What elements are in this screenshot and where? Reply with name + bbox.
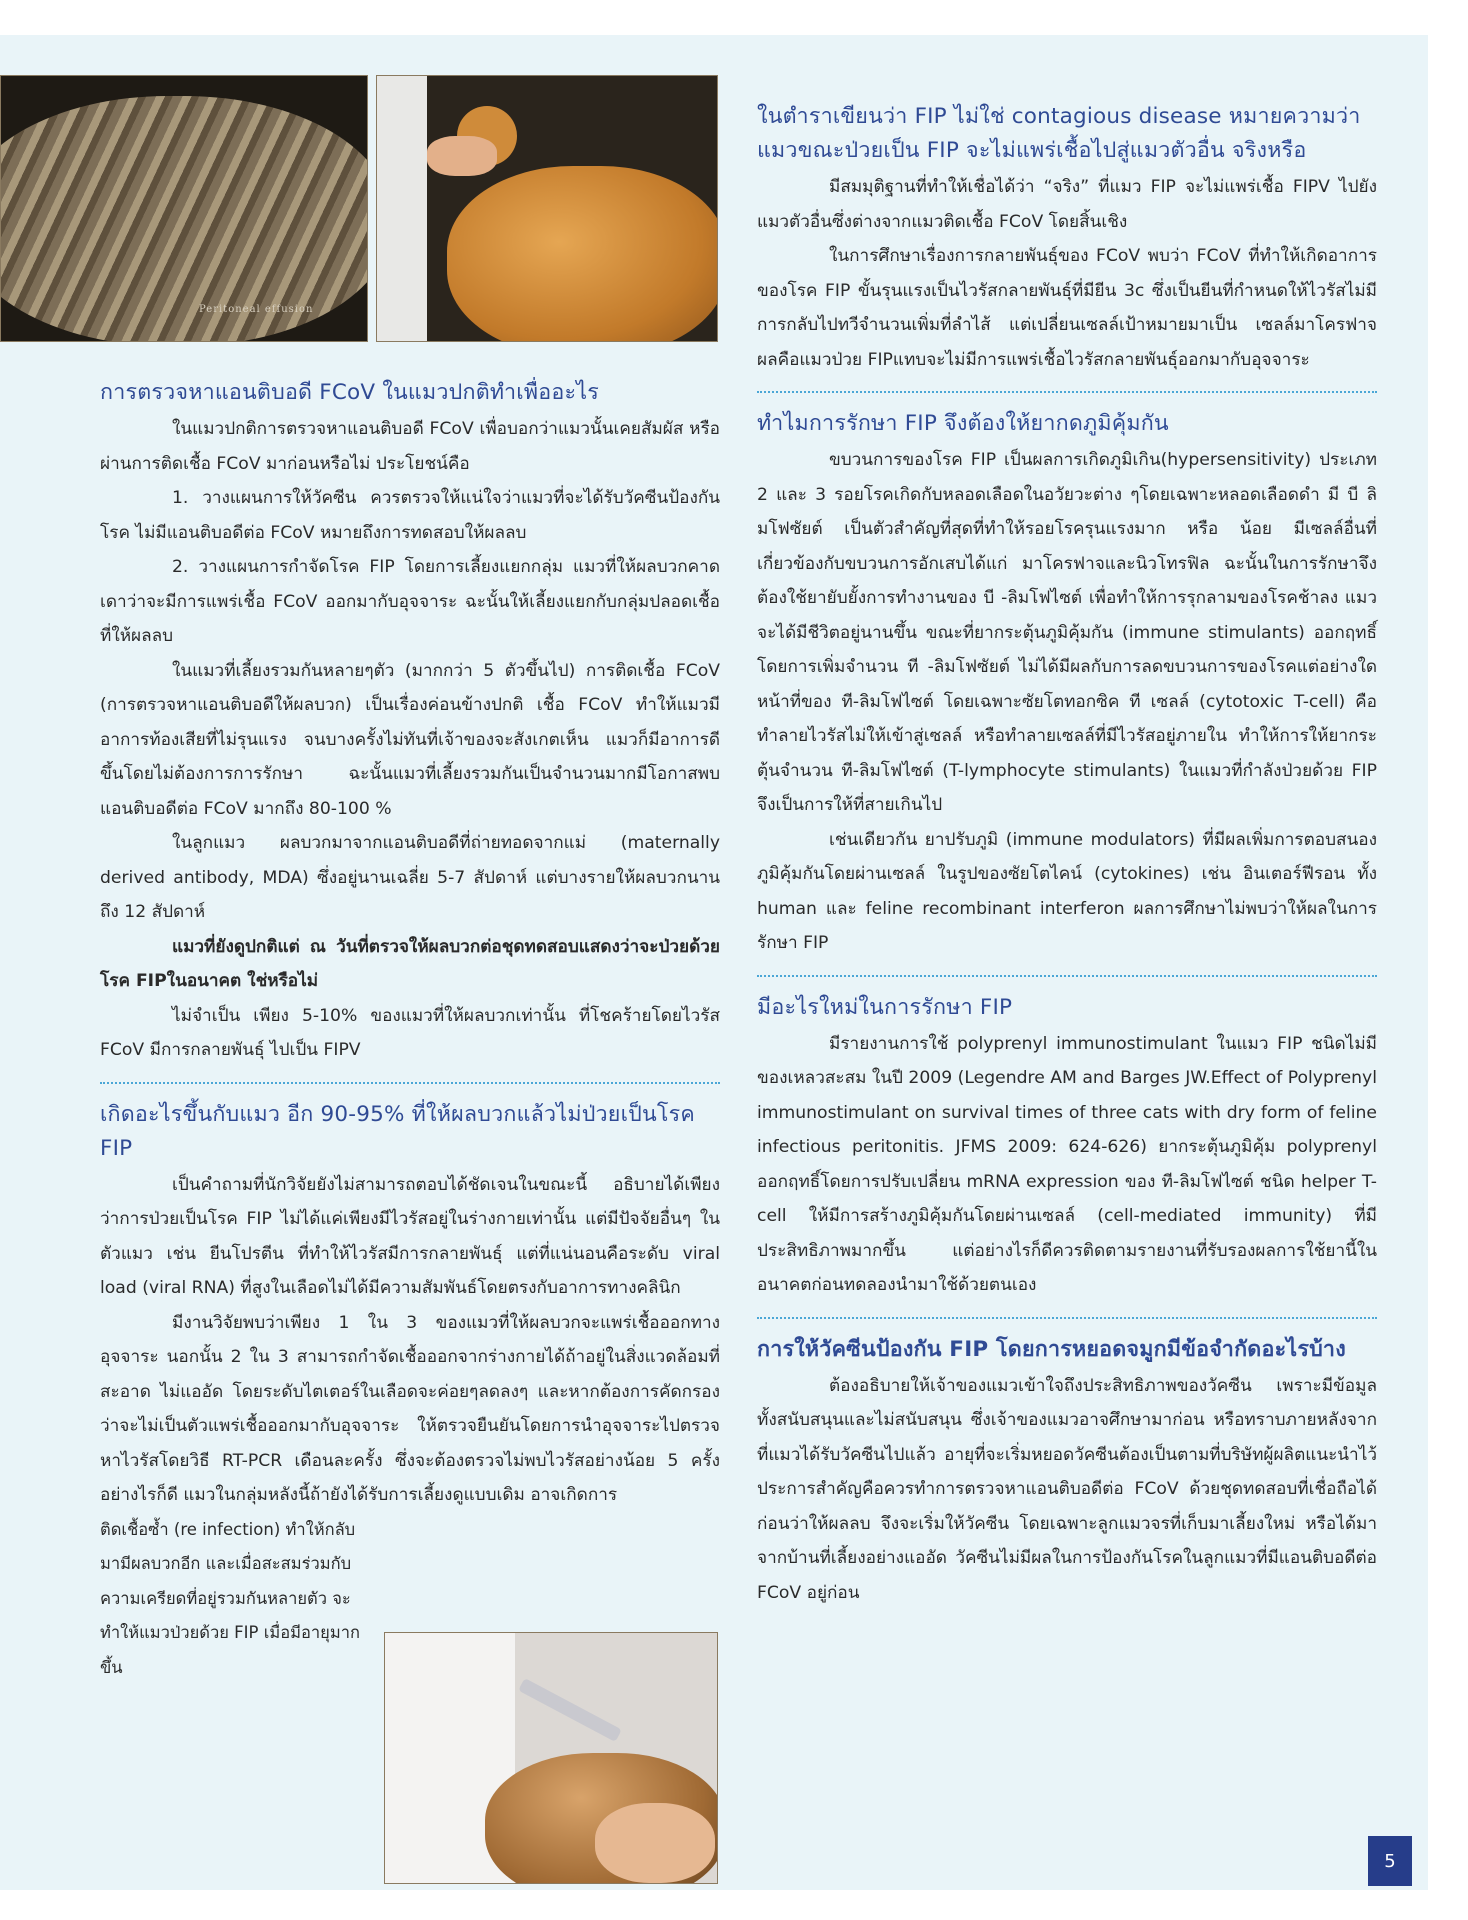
paragraph: มีรายงานการใช้ polyprenyl immunostimulant ในแมว FIP ชนิดไม่มีของเหลวสะสม ในปี 2009 (Legendre AM and Barges JW.Effect of Polyprenyl immunostimulant on survival times of three cats with dry form of feline infectious peritonitis. JFMS 2009: 624-626) ยากระตุ้นภูมิคุ้ม polyprenyl ออกฤทธิ์โดยการปรับเปลี่ยน mRNA expression ของ ที-ลิมโฟไซต์ ชนิด helper T-cell ให้มีการสร้างภูมิคุ้มกันโดยผ่านเซลล์ (cell-mediated immunity) ที่มีประสิทธิภาพมากขึ้น แต่อย่างไรก็ดีควรติดตามรายงานที่รับรองผลการใช้ยานี้ในอนาคตก่อนทดลองนำมาใช้ด้วยตนเอง — [757, 1033, 1377, 1295]
photo-cat-tabby — [0, 75, 368, 342]
paragraph: ในลูกแมว ผลบวกมาจากแอนติบอดีที่ถ่ายทอดจากแม่ (maternally derived antibody, MDA) ซึ่งอยู่นานเฉลี่ย 5-7 สัปดาห์ แต่บางรายให้ผลบวกนานถึง 12 สัปดาห์ — [100, 833, 720, 922]
paragraph: ไม่จำเป็น เพียง 5-10% ของแมวที่ให้ผลบวกเท่านั้น ที่โชคร้ายโดยไวรัส FCoV มีการกลายพันธุ์ ไปเป็น FIPV — [100, 1005, 720, 1060]
list-item: 2. วางแผนการกำจัดโรค FIP โดยการเลี้ยงแยกกลุ่ม แมวที่ให้ผลบวกคาดเดาว่าจะมีการแพร่เชื้อ FCoV ออกมากับอุจจาระ ฉะนั้นให้เลี้ยงแยกกับกลุ่มปลอดเชื้อที่ให้ผลลบ — [100, 557, 720, 646]
photo-nasal-vaccine — [384, 1632, 718, 1884]
dotted-divider — [757, 1317, 1377, 1319]
paragraph: ในแมวปกติการตรวจหาแอนติบอดี FCoV เพื่อบอกว่าแมวนั้นเคยสัมผัส หรือผ่านการติดเชื้อ FCoV มาก่อนหรือไม่ ประโยชน์คือ — [100, 419, 720, 474]
paragraph: ติดเชื้อซ้ำ (re infection) ทำให้กลับมามีผลบวกอีก และเมื่อสะสมร่วมกับความเครียดที่อยู่รวมกันหลายตัว จะทำให้แมวป่วยด้วย FIP เมื่อมีอายุมากขึ้น — [100, 1519, 360, 1677]
paragraph: เป็นคำถามที่นักวิจัยยังไม่สามารถตอบได้ชัดเจนในขณะนี้ อธิบายได้เพียงว่าการป่วยเป็นโรค FIP ไม่ได้แค่เพียงมีไวรัสอยู่ในร่างกายเท่านั้น แต่มีปัจจัยอื่นๆ ในตัวแมว เช่น ยีนโปรตีน ที่ทำให้ไวรัสมีการกลายพันธุ์ แต่ที่แน่นอนคือระดับ viral load (viral RNA) ที่สูงในเลือดไม่ได้มีความสัมพันธ์โดยตรงกับอาการทางคลินิก — [100, 1174, 720, 1298]
section-heading-new-treatment: มีอะไรใหม่ในการรักษา FIP — [757, 994, 1013, 1020]
list-item: 1. วางแผนการให้วัคซีน ควรตรวจให้แน่ใจว่าแมวที่จะได้รับวัคซีนป้องกันโรค ไม่มีแอนติบอดีต่อ FCoV หมายถึงการทดสอบให้ผลลบ — [100, 488, 720, 543]
section-heading-nasal-vaccine: การให้วัคซีนป้องกัน FIP โดยการหยอดจมูกมีข้อจำกัดอะไรบ้าง — [757, 1336, 1346, 1362]
paragraph: ต้องอธิบายให้เจ้าของแมวเข้าใจถึงประสิทธิภาพของวัคซีน เพราะมีข้อมูลทั้งสนับสนุนและไม่สนับสนุน ซึ่งเจ้าของแมวอาจศึกษามาก่อน หรือทราบภายหลังจากที่แมวได้รับวัคซีนไปแล้ว อายุที่จะเริ่มหยอดวัคซีนต้องเป็นตามที่บริษัทผู้ผลิตแนะนำไว้ ประการสำคัญคือควรทำการตรวจหาแอนติบอดีต่อ FCoV ด้วยชุดทดสอบที่เชื่อถือได้ก่อนว่าให้ผลลบ จึงจะเริ่มให้วัคซีน โดยเฉพาะลูกแมวจรที่เก็บมาเลี้ยงใหม่ หรือได้มาจากบ้านที่เลี้ยงอย่างแออัด วัคซีนไม่มีผลในการป้องกันโรคในลูกแมวที่มีแอนติบอดีต่อ FCoV อยู่ก่อน — [757, 1375, 1377, 1603]
right-column — [757, 100, 1377, 1610]
paragraph: มีสมมุติฐานที่ทำให้เชื่อได้ว่า “จริง” ที่แมว FIP จะไม่แพร่เชื้อ FIPV ไปยังแมวตัวอื่นซึ่งต่างจากแมวติดเชื้อ FCoV โดยสิ้นเชิง — [757, 177, 1377, 232]
paragraph: ในแมวที่เลี้ยงรวมกันหลายๆตัว (มากกว่า 5 ตัวขึ้นไป) การติดเชื้อ FCoV (การตรวจหาแอนติบอดีให้ผลบวก) เป็นเรื่องค่อนข้างปกติ เชื้อ FCoV ทำให้แมวมีอาการท้องเสียที่ไม่รุนแรง จนบางครั้งไม่ทันที่เจ้าของจะสังเกตเห็น แมวก็มีอาการดีขึ้นโดยไม่ต้องการการรักษา ฉะนั้นแมวที่เลี้ยงรวมกันเป็นจำนวนมากมีโอกาสพบแอนติบอดีต่อ FCoV มากถึง 80-100 % — [100, 660, 720, 819]
paragraph: ในการศึกษาเรื่องการกลายพันธุ์ของ FCoV พบว่า FCoV ที่ทำให้เกิดอาการของโรค FIP ขั้นรุนแรงเป็นไวรัสกลายพันธุ์ที่มียีน 3c ซึ่งเป็นยีนที่กำหนดให้ไวรัสไม่มีการกลับไปทวีจำนวนเพิ่มที่ลำไส้ แต่เปลี่ยนเซลล์เป้าหมายมาเป็น เซลล์มาโครฟาจ ผลคือแมวป่วย FIPแทบจะไม่มีการแพร่เชื้อไวรัสกลายพันธุ์ออกมากับอุจจาระ — [757, 246, 1377, 370]
section-heading-90-95-percent: เกิดอะไรขึ้นกับแมว อีก 90-95% ที่ให้ผลบวกแล้วไม่ป่วยเป็นโรค FIP — [100, 1101, 695, 1161]
question-bold: แมวที่ยังดูปกติแต่ ณ วันที่ตรวจให้ผลบวกต่อชุดทดสอบแสดงว่าจะป่วยด้วยโรค FIPในอนาคต ใช่หรือไม่ — [100, 936, 720, 991]
left-column — [100, 376, 720, 1685]
paragraph: เช่นเดียวกัน ยาปรับภูมิ (immune modulators) ที่มีผลเพิ่มการตอบสนองภูมิคุ้มกันโดยผ่านเซลล์ ในรูปของซัยโตไคน์ (cytokines) เช่น อินเตอร์ฟีรอน ทั้ง human และ feline recombinant interferon ผลการศึกษาไม่พบว่าให้ผลในการรักษา FIP — [757, 829, 1377, 953]
section-heading-antibody-purpose: การตรวจหาแอนติบอดี FCoV ในแมวปกติทำเพื่ออะไร — [100, 380, 599, 405]
section-heading-contagious: ในตำราเขียนว่า FIP ไม่ใช่ contagious disease หมายความว่าแมวขณะป่วยเป็น FIP จะไม่แพร่เชื้อไปสู่แมวตัวอื่น จริงหรือ — [757, 104, 1361, 163]
paragraph: มีงานวิจัยพบว่าเพียง 1 ใน 3 ของแมวที่ให้ผลบวกจะแพร่เชื้อออกทางอุจจาระ นอกนั้น 2 ใน 3 สามารถกำจัดเชื้อออกจากร่างกายได้ถ้าอยู่ในสิ่งแวดล้อมที่สะอาด ไม่แออัด โดยระดับไตเตอร์ในเลือดจะค่อยๆลดลงๆ และหากต้องการคัดกรองว่าจะไม่เป็นตัวแพร่เชื้อออกมากับอุจจาระ ให้ตรวจยืนยันโดยการนำอุจจาระไปตรวจหาไวรัสโดยวิธี RT-PCR เดือนละครั้ง ซึ่งจะต้องตรวจไม่พบไวรัสอย่างน้อย 5 ครั้ง อย่างไรก็ดี แมวในกลุ่มหลังนี้ถ้ายังได้รับการเลี้ยงดูแบบเดิม อาจเกิดการ — [100, 1312, 720, 1505]
dotted-divider — [757, 975, 1377, 977]
paragraph: ขบวนการของโรค FIP เป็นผลการเกิดภูมิเกิน(hypersensitivity) ประเภท 2 และ 3 รอยโรคเกิดกับหลอดเลือดในอวัยวะต่าง ๆโดยเฉพาะหลอดเลือดดำ มี บี ลิมโฟซัยต์ เป็นตัวสำคัญที่สุดที่ทำให้รอยโรครุนแรงมาก หรือ น้อย มีเซลล์อื่นที่เกี่ยวข้องกับขบวนการอักเสบได้แก่ มาโครฟาจและนิวโทรฟิล ฉะนั้นในการรักษาจึงต้องใช้ยายับยั้งการทำงานของ บี -ลิมโฟไซต์ เพื่อทำให้การรุกลามของโรคช้าลง แมวจะได้มีชีวิตอยู่นานขึ้น ขณะที่ยากระตุ้นภูมิคุ้มกัน (immune stimulants) ออกฤทธิ์โดยการเพิ่มจำนวน ที -ลิมโฟซัยต์ ไม่ได้มีผลกับการลดขบวนการของโรคแต่อย่างใด หน้าที่ของ ที-ลิมโฟไซต์ โดยเฉพาะซัยโตทอกซิค ที เซลล์ (cytotoxic T-cell) คือ ทำลายไวรัสไม่ให้เข้าสู่เซลล์ หรือทำลายเซลล์ที่มีไวรัสอยู่ภายใน ทำให้การให้ยากระตุ้นจำนวน ที-ลิมโฟไซต์ (T-lymphocyte stimulants) ในแมวที่กำลังป่วยด้วย FIP จึงเป็นการให้ที่สายเกินไป — [757, 450, 1377, 815]
photo-cat-orange — [376, 75, 718, 342]
dotted-divider — [757, 391, 1377, 393]
photo-caption: Peritoneal effusion — [199, 304, 314, 315]
dotted-divider — [100, 1082, 720, 1084]
section-heading-immunosuppressant: ทำไมการรักษา FIP จึงต้องให้ยากดภูมิคุ้มกัน — [757, 411, 1169, 436]
page-number: 5 — [1368, 1836, 1412, 1886]
